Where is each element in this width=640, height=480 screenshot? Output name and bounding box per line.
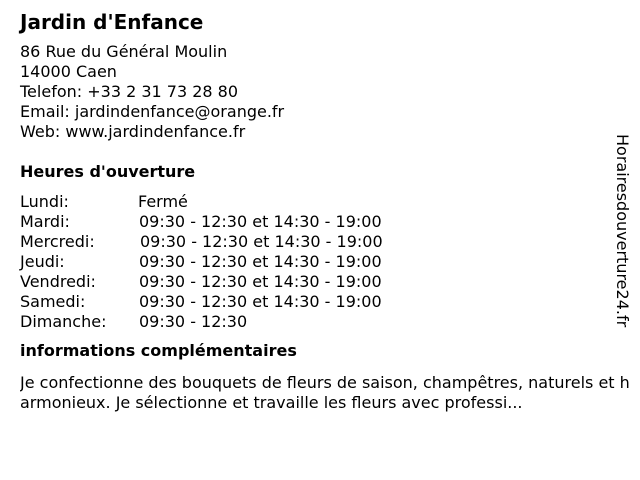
info-heading: informations complémentaires bbox=[20, 341, 297, 360]
hours-day: Mercredi: bbox=[20, 232, 95, 251]
email-line: Email: jardindenfance@orange.fr bbox=[20, 102, 285, 121]
phone-line: Telefon: +33 2 31 73 28 80 bbox=[20, 82, 239, 101]
hours-heading: Heures d'ouverture bbox=[20, 162, 196, 181]
hours-table bbox=[20, 192, 620, 332]
hours-time: 09:30 - 12:30 et 14:30 - 19:00 bbox=[139, 212, 382, 231]
hours-row-mardi bbox=[20, 212, 620, 232]
hours-row-samedi bbox=[20, 292, 620, 312]
hours-day: Samedi: bbox=[20, 292, 86, 311]
hours-time: 09:30 - 12:30 et 14:30 - 19:00 bbox=[139, 292, 382, 311]
hours-time: Fermé bbox=[138, 192, 188, 211]
hours-day: Vendredi: bbox=[20, 272, 96, 291]
hours-time: 09:30 - 12:30 et 14:30 - 19:00 bbox=[139, 252, 382, 271]
hours-day: Lundi: bbox=[20, 192, 69, 211]
hours-row-dimanche bbox=[20, 312, 620, 332]
hours-time: 09:30 - 12:30 et 14:30 - 19:00 bbox=[140, 232, 383, 251]
hours-row-vendredi bbox=[20, 272, 620, 292]
address-street: 86 Rue du Général Moulin bbox=[20, 42, 228, 61]
hours-time: 09:30 - 12:30 bbox=[139, 312, 248, 331]
address-city: 14000 Caen bbox=[20, 62, 117, 81]
info-text: Je confectionne des bouquets de fleurs de saison, champêtres, naturels et harmonieux. Je sélectionne et travaille les fleurs avec professi... bbox=[20, 373, 630, 412]
business-name: Jardin d'Enfance bbox=[20, 10, 204, 34]
hours-day: Jeudi: bbox=[20, 252, 65, 271]
site-watermark: Horairesdouverture24.fr bbox=[613, 134, 632, 328]
web-line: Web: www.jardindenfance.fr bbox=[20, 122, 246, 141]
hours-row-lundi bbox=[20, 192, 620, 212]
hours-row-mercredi bbox=[20, 232, 620, 252]
hours-day: Dimanche: bbox=[20, 312, 107, 331]
hours-row-jeudi bbox=[20, 252, 620, 272]
hours-time: 09:30 - 12:30 et 14:30 - 19:00 bbox=[139, 272, 382, 291]
hours-day: Mardi: bbox=[20, 212, 70, 231]
address-block bbox=[20, 42, 620, 142]
